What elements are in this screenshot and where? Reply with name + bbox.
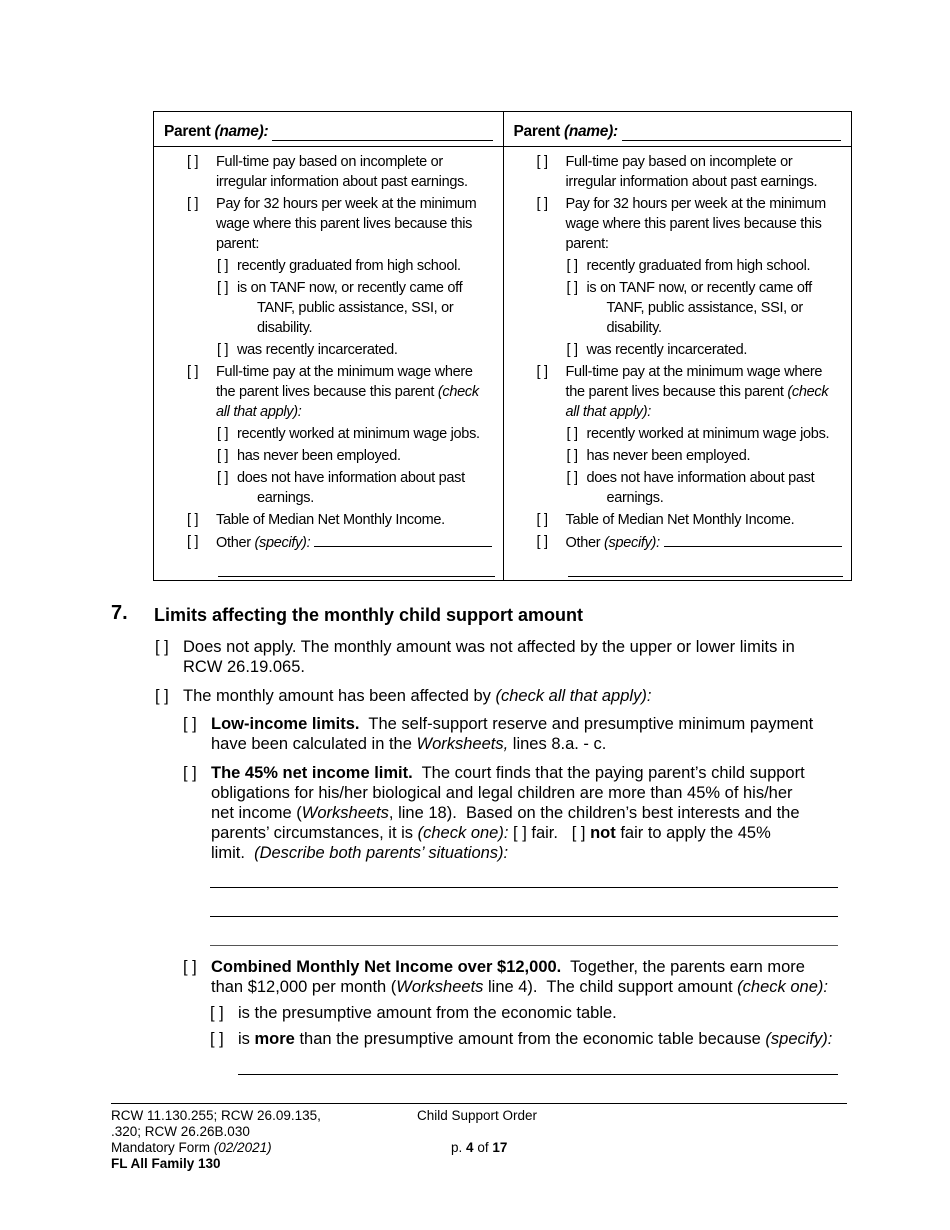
not-bold: not	[590, 824, 616, 842]
option-italic-line: all that apply):	[216, 404, 302, 420]
option-text-line: wage where this parent lives because this	[565, 216, 822, 232]
sub-option	[154, 278, 495, 338]
parent-label: Parent	[164, 123, 211, 140]
option-checkbox[interactable]: [ ]	[217, 426, 229, 442]
option-text-line: Full-time pay at the minimum wage where	[565, 364, 823, 380]
option-checkbox[interactable]: [ ]	[187, 512, 199, 528]
option-text	[237, 278, 495, 298]
low-income-heading: Low-income limits.	[211, 715, 360, 733]
option-checkbox[interactable]: [ ]	[566, 448, 578, 464]
footer-mandatory-date: (02/2021)	[213, 1140, 272, 1155]
option-text	[216, 535, 492, 551]
option-text	[587, 426, 830, 442]
option-text-line: disability.	[257, 320, 313, 336]
option-checkbox[interactable]: [ ]	[187, 196, 199, 212]
option-text-line: the parent lives because this parent	[216, 384, 435, 400]
low-income-lines: lines 8.a. - c.	[512, 735, 607, 753]
parent-name-field[interactable]	[622, 126, 841, 141]
option-text-line: does not have information about past	[237, 470, 465, 486]
sub-option	[504, 468, 844, 508]
option-text	[237, 448, 401, 464]
footer-rcw-1: RCW 11.130.255; RCW 26.09.135,	[111, 1108, 321, 1123]
net-income-limit-text-1: The court finds that the paying parent’s child support	[412, 764, 805, 782]
option-text-line: Full-time pay at the minimum wage where	[216, 364, 473, 380]
footer-form-id: FL All Family 130	[111, 1156, 221, 1171]
option-checkbox[interactable]: [ ]	[217, 448, 229, 464]
option-text-line: has never been employed.	[237, 448, 401, 464]
option-text-line: TANF, public assistance, SSI, or	[606, 300, 803, 316]
net-income-limit-text-3a: net income (	[211, 804, 302, 822]
option-text	[566, 194, 844, 214]
low-income-checkbox[interactable]: [ ]	[183, 715, 197, 733]
page-prefix: p.	[451, 1140, 463, 1155]
page-current: 4	[466, 1140, 474, 1155]
option-text-line: wage where this parent lives because this	[216, 216, 473, 232]
sub-option	[504, 256, 844, 276]
option-checkbox[interactable]: [ ]	[217, 258, 229, 274]
option-text	[587, 318, 844, 338]
does-not-apply-option	[155, 637, 855, 677]
presumptive-amount-checkbox[interactable]: [ ]	[210, 1004, 224, 1022]
option-text	[566, 152, 844, 172]
presumptive-amount-text: is the presumptive amount from the economic table.	[238, 1004, 617, 1022]
sub-option	[154, 424, 495, 444]
specify-write-line[interactable]	[238, 1074, 838, 1075]
option-text	[566, 362, 844, 382]
option-text-line: Pay for 32 hours per week at the minimum	[216, 196, 477, 212]
option-checkbox[interactable]: [ ]	[566, 342, 578, 358]
income-option	[504, 532, 844, 553]
income-option	[154, 362, 495, 422]
parent-column-1	[154, 112, 503, 580]
option-text	[237, 426, 480, 442]
option-text-line: TANF, public assistance, SSI, or	[257, 300, 454, 316]
option-text	[237, 298, 495, 318]
option-text	[216, 512, 445, 528]
situations-write-line-3[interactable]	[210, 945, 838, 946]
option-checkbox[interactable]: [ ]	[536, 154, 548, 170]
option-text	[237, 342, 398, 358]
option-text-line: recently graduated from high school.	[237, 258, 461, 274]
parent-name-italic: (name):	[563, 123, 618, 140]
option-text-line: was recently incarcerated.	[586, 342, 748, 358]
option-text	[216, 214, 495, 234]
sub-option	[504, 424, 844, 444]
option-text	[237, 488, 495, 508]
option-checkbox[interactable]: [ ]	[536, 512, 548, 528]
option-text-line: is on TANF now, or recently came off	[586, 280, 812, 296]
option-text	[587, 468, 844, 488]
option-checkbox[interactable]: [ ]	[217, 470, 229, 486]
income-option	[504, 362, 844, 422]
option-checkbox[interactable]: [ ]	[536, 196, 548, 212]
option-italic-line: all that apply):	[565, 404, 651, 420]
income-option	[504, 194, 844, 254]
more-specify: (specify):	[765, 1030, 833, 1048]
option-text	[587, 448, 751, 464]
option-text-line: was recently incarcerated.	[237, 342, 398, 358]
income-option	[154, 152, 495, 192]
footer-rcw-2: .320; RCW 26.26B.030	[111, 1124, 250, 1139]
income-option	[154, 532, 495, 553]
option-italic: (check	[437, 384, 479, 400]
sub-option	[504, 340, 844, 360]
situations-write-line-2[interactable]	[210, 916, 838, 917]
income-option	[154, 510, 495, 530]
option-checkbox[interactable]: [ ]	[566, 426, 578, 442]
page-total: 17	[492, 1140, 508, 1155]
option-text	[566, 172, 844, 192]
option-text	[216, 362, 495, 382]
option-text-line: the parent lives because this parent	[565, 384, 784, 400]
parent-name-header	[504, 112, 852, 147]
option-text-line: Full-time pay based on incomplete or	[565, 154, 793, 170]
option-checkbox[interactable]: [ ]	[217, 342, 229, 358]
section-title: Limits affecting the monthly child support amount	[154, 605, 584, 625]
footer-page-number	[451, 1140, 507, 1156]
parent-name-field[interactable]	[272, 126, 492, 141]
option-text-line: earnings.	[257, 490, 314, 506]
option-italic: (specify):	[604, 535, 660, 551]
option-text	[237, 258, 461, 274]
parent-label: Parent	[513, 123, 560, 140]
more-bold: more	[254, 1030, 295, 1048]
over-12000-text-2b: line 4). The child support amount	[483, 978, 733, 996]
option-text	[587, 258, 811, 274]
option-text-line: does not have information about past	[586, 470, 815, 486]
net-income-limit-heading: The 45% net income limit.	[211, 764, 413, 782]
net-income-limit-option	[183, 763, 863, 863]
affected-italic: (check all that apply):	[495, 687, 652, 705]
option-text	[216, 234, 495, 254]
affected-text: The monthly amount has been affected by	[183, 687, 491, 705]
income-option	[504, 510, 844, 530]
option-text-line: recently worked at minimum wage jobs.	[586, 426, 830, 442]
option-text	[216, 152, 495, 172]
option-checkbox[interactable]: [ ]	[566, 470, 578, 486]
parent-name-italic: (name):	[214, 123, 269, 140]
other-specify-field[interactable]	[314, 532, 492, 547]
sub-option	[154, 256, 495, 276]
other-specify-line-2[interactable]	[568, 576, 844, 577]
option-text-line: Table of Median Net Monthly Income.	[565, 512, 795, 528]
option-checkbox[interactable]: [ ]	[536, 534, 548, 550]
over-12000-text-1: Together, the parents earn more	[561, 958, 805, 976]
option-text-line: recently graduated from high school.	[586, 258, 811, 274]
more-is: is	[238, 1030, 250, 1048]
net-income-limit-text-5a: limit.	[211, 844, 255, 862]
option-text	[216, 194, 495, 214]
affected-option	[155, 686, 855, 706]
sub-option	[154, 468, 495, 508]
option-text	[587, 342, 748, 358]
option-text-line: Other	[565, 535, 601, 551]
over-12000-text-2a: than $12,000 per month (	[211, 978, 397, 996]
option-text-line: Table of Median Net Monthly Income.	[216, 512, 445, 528]
footer-rule	[111, 1103, 847, 1104]
income-option	[154, 194, 495, 254]
option-text-line: disability.	[606, 320, 662, 336]
option-text	[216, 172, 495, 192]
option-text	[237, 468, 495, 488]
section-number: 7.	[111, 602, 128, 624]
low-income-text-1: The self-support reserve and presumptive minimum payment	[359, 715, 814, 733]
footer-mandatory: Mandatory Form	[111, 1140, 211, 1155]
option-text-line: irregular information about past earnings.	[565, 174, 818, 190]
option-text-line: parent:	[216, 236, 260, 252]
fair-not-fair-checkboxes[interactable]: [ ] fair. [ ]	[508, 824, 586, 842]
option-text	[587, 488, 844, 508]
option-text	[566, 214, 844, 234]
does-not-apply-checkbox[interactable]: [ ]	[155, 638, 169, 656]
option-text-line: has never been employed.	[586, 448, 751, 464]
option-text-line: irregular information about past earnings.	[216, 174, 468, 190]
option-text	[587, 278, 844, 298]
low-income-text-2: have been calculated in the	[211, 735, 412, 753]
net-income-limit-worksheets: Worksheets	[301, 804, 389, 822]
option-text	[237, 318, 495, 338]
other-specify-field[interactable]	[664, 532, 842, 547]
situations-write-line-1[interactable]	[210, 887, 838, 888]
option-text	[587, 298, 844, 318]
over-12000-check-one: (check one):	[737, 978, 828, 996]
other-specify-line-2[interactable]	[218, 576, 495, 577]
net-income-limit-text-2: obligations for his/her biological and legal children are more than 45% of his/her	[211, 784, 793, 802]
affected-checkbox[interactable]: [ ]	[155, 687, 169, 705]
parent-name-header	[154, 112, 503, 147]
option-text	[566, 234, 844, 254]
low-income-option	[183, 714, 863, 754]
option-checkbox[interactable]: [ ]	[566, 258, 578, 274]
option-text-line: Pay for 32 hours per week at the minimum	[565, 196, 826, 212]
footer-doc-title: Child Support Order	[417, 1108, 538, 1123]
over-12000-checkbox[interactable]: [ ]	[183, 958, 197, 976]
income-option	[504, 152, 844, 192]
option-checkbox[interactable]: [ ]	[566, 280, 578, 296]
option-italic: (check	[787, 384, 829, 400]
over-12000-option	[183, 957, 863, 997]
option-text	[566, 512, 795, 528]
low-income-worksheets: Worksheets,	[416, 735, 509, 753]
option-text-line: Full-time pay based on incomplete or	[216, 154, 443, 170]
option-text-line: parent:	[565, 236, 609, 252]
net-income-limit-check-one: (check one):	[417, 824, 509, 842]
does-not-apply-text-1: Does not apply. The monthly amount was not affected by the upper or lower limits in	[183, 638, 795, 656]
option-checkbox[interactable]: [ ]	[187, 154, 199, 170]
more-than-presumptive-option	[210, 1029, 860, 1049]
option-checkbox[interactable]: [ ]	[217, 280, 229, 296]
parent-column-2	[503, 112, 852, 580]
option-text-line: earnings.	[606, 490, 664, 506]
net-income-limit-text-4c: fair to apply the 45%	[620, 824, 771, 842]
option-text-line: recently worked at minimum wage jobs.	[237, 426, 480, 442]
net-income-limit-checkbox[interactable]: [ ]	[183, 764, 197, 782]
option-text-line: Other	[216, 535, 251, 551]
option-text-line: is on TANF now, or recently came off	[237, 280, 463, 296]
more-than-presumptive-checkbox[interactable]: [ ]	[210, 1030, 224, 1048]
does-not-apply-text-2: RCW 26.19.065.	[183, 658, 305, 676]
option-text	[566, 535, 842, 551]
option-checkbox[interactable]: [ ]	[536, 364, 548, 380]
option-text	[566, 382, 844, 402]
net-income-limit-text-3b: , line 18). Based on the children’s best interests and the	[388, 804, 800, 822]
option-checkbox[interactable]: [ ]	[187, 364, 199, 380]
more-text: than the presumptive amount from the economic table because	[299, 1030, 761, 1048]
sub-option	[154, 340, 495, 360]
option-text	[216, 382, 495, 402]
presumptive-amount-option	[210, 1003, 860, 1023]
option-checkbox[interactable]: [ ]	[187, 534, 199, 550]
sub-option	[504, 446, 844, 466]
over-12000-worksheets: Worksheets	[396, 978, 484, 996]
sub-option	[154, 446, 495, 466]
option-italic: (specify):	[254, 535, 311, 551]
describe-situations: (Describe both parents’ situations):	[254, 844, 509, 862]
net-income-limit-text-4a: parents’ circumstances, it is	[211, 824, 414, 842]
over-12000-heading: Combined Monthly Net Income over $12,000.	[211, 958, 562, 976]
page-of: of	[477, 1140, 489, 1155]
footer-left	[111, 1108, 321, 1172]
sub-option	[504, 278, 844, 338]
parent-income-table	[153, 111, 852, 581]
